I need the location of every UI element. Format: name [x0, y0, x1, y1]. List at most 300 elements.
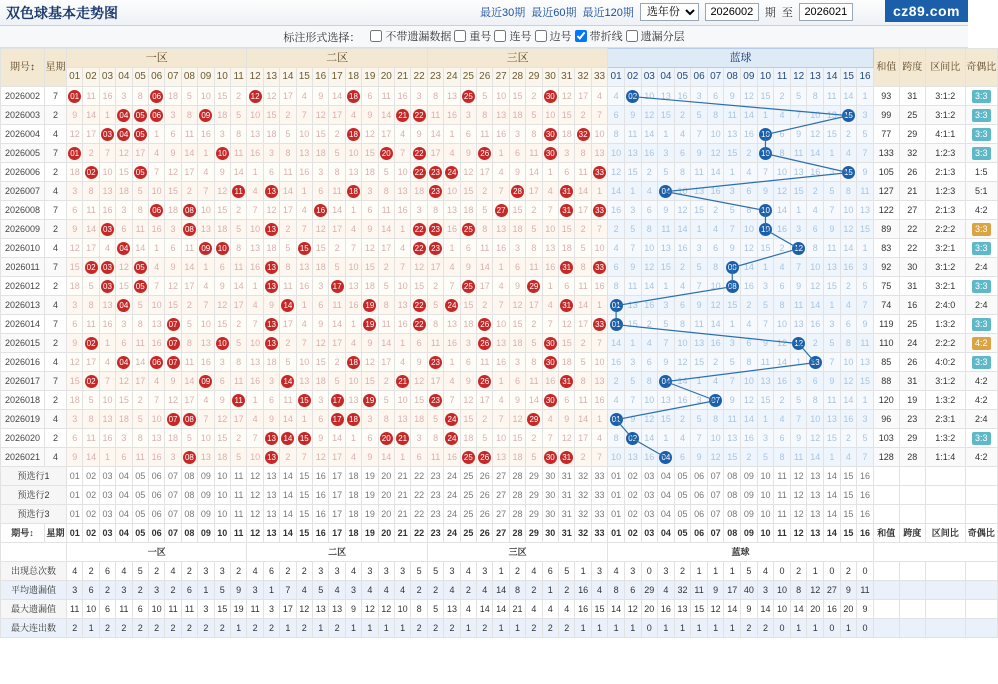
- preselect-blue-06[interactable]: 06: [691, 505, 708, 524]
- red-cell-28: [509, 182, 525, 201]
- header-red-21: 21: [394, 68, 410, 87]
- preselect-blue-01[interactable]: 01: [608, 486, 625, 505]
- preselect-red-09[interactable]: 09: [198, 486, 214, 505]
- red-ball-10: 10: [216, 242, 229, 255]
- blue-cell-16: 9: [857, 315, 874, 334]
- blue-cell-5: 2: [674, 106, 691, 125]
- preselect-blue-08[interactable]: 08: [724, 467, 741, 486]
- preselect-blue-02[interactable]: 02: [624, 467, 641, 486]
- preselect-blue-04[interactable]: 04: [658, 505, 675, 524]
- footer-stat-blue-15: 9: [840, 581, 857, 600]
- footer-stat-red-19: 4: [362, 581, 378, 600]
- preselect-red-33[interactable]: 33: [591, 486, 608, 505]
- preselect-blue-15[interactable]: 15: [840, 505, 857, 524]
- preselect-red-01[interactable]: 01: [67, 505, 83, 524]
- blue-cell-12: [790, 239, 807, 258]
- preselect-red-27[interactable]: 27: [493, 467, 509, 486]
- preselect-blue-15[interactable]: 15: [840, 467, 857, 486]
- preselect-blue-03[interactable]: 03: [641, 486, 658, 505]
- footer-stat-pad: [925, 619, 965, 638]
- preselect-red-14[interactable]: 14: [280, 467, 296, 486]
- preselect-red-06[interactable]: 06: [148, 486, 164, 505]
- preselect-blue-04[interactable]: 04: [658, 486, 675, 505]
- footer-stat-red-20: 12: [378, 600, 394, 619]
- year-select[interactable]: [640, 3, 699, 21]
- preselect-red-29[interactable]: 29: [526, 486, 542, 505]
- red-cell-5: 5: [132, 410, 148, 429]
- footer-stat-red-33: 15: [591, 600, 608, 619]
- preselect-red-11[interactable]: 11: [230, 486, 247, 505]
- preselect-red-01[interactable]: 01: [67, 467, 83, 486]
- preselect-red-03[interactable]: 03: [99, 486, 115, 505]
- row-issue[interactable]: 2026013: [1, 296, 45, 315]
- link-last-120[interactable]: 最近120期: [582, 7, 634, 19]
- row-issue[interactable]: 2026020: [1, 429, 45, 448]
- preselect-row[interactable]: [1, 486, 998, 505]
- preselect-red-04[interactable]: 04: [116, 486, 132, 505]
- row-issue[interactable]: 2026004: [1, 125, 45, 144]
- preselect-blue-03[interactable]: 03: [641, 467, 658, 486]
- red-ball-16: 16: [314, 204, 327, 217]
- preselect-row[interactable]: [1, 505, 998, 524]
- annotation-option-checkbox-0[interactable]: [370, 30, 382, 42]
- preselect-red-25[interactable]: 25: [460, 505, 476, 524]
- preselect-red-30[interactable]: 30: [542, 505, 558, 524]
- preselect-red-25[interactable]: 25: [460, 467, 476, 486]
- annotation-option-4[interactable]: [575, 28, 623, 44]
- red-cell-1: 3: [67, 182, 83, 201]
- preselect-red-04[interactable]: 04: [116, 505, 132, 524]
- preselect-blue-12[interactable]: 12: [790, 486, 807, 505]
- preselect-red-13[interactable]: 13: [263, 505, 279, 524]
- preselect-blue-06[interactable]: 06: [691, 467, 708, 486]
- red-cell-18: 13: [345, 391, 361, 410]
- red-cell-27: 4: [493, 391, 509, 410]
- preselect-blue-10[interactable]: 10: [757, 505, 774, 524]
- preselect-blue-09[interactable]: 09: [741, 505, 758, 524]
- row-issue[interactable]: 2026011: [1, 258, 45, 277]
- red-cell-22: 18: [411, 182, 428, 201]
- preselect-blue-01[interactable]: 01: [608, 467, 625, 486]
- row-span: 25: [899, 106, 925, 125]
- preselect-red-33[interactable]: 33: [591, 467, 608, 486]
- red-cell-16: 9: [313, 429, 329, 448]
- preselect-blue-15[interactable]: 15: [840, 486, 857, 505]
- preselect-red-28[interactable]: 28: [509, 486, 525, 505]
- row-sum: 85: [873, 353, 899, 372]
- red-cell-11: 2: [230, 201, 247, 220]
- preselect-red-12[interactable]: 12: [247, 467, 263, 486]
- preselect-blue-05[interactable]: 05: [674, 467, 691, 486]
- row-odd-even: 4:2: [965, 391, 997, 410]
- blue-cell-15: [840, 106, 857, 125]
- preselect-red-06[interactable]: 06: [148, 505, 164, 524]
- preselect-red-23[interactable]: 23: [427, 486, 443, 505]
- preselect-red-11[interactable]: 11: [230, 467, 247, 486]
- preselect-red-15[interactable]: 15: [296, 505, 312, 524]
- preselect-red-13[interactable]: 13: [263, 467, 279, 486]
- preselect-red-32[interactable]: 32: [575, 467, 591, 486]
- preselect-red-02[interactable]: 02: [83, 505, 99, 524]
- red-cell-17: 2: [329, 353, 345, 372]
- footer-stat-red-8: 6: [181, 581, 197, 600]
- annotation-option-3[interactable]: [535, 28, 572, 44]
- red-cell-18: [345, 182, 361, 201]
- annotation-option-checkbox-2[interactable]: [494, 30, 506, 42]
- preselect-red-18[interactable]: 18: [345, 467, 361, 486]
- preselect-blue-11[interactable]: 11: [774, 505, 791, 524]
- red-cell-29: 5: [526, 106, 542, 125]
- preselect-red-32[interactable]: 32: [575, 505, 591, 524]
- preselect-red-01[interactable]: 01: [67, 486, 83, 505]
- footer-stat-red-3: 6: [99, 600, 115, 619]
- preselect-blue-08[interactable]: 08: [724, 505, 741, 524]
- preselect-blue-11[interactable]: 11: [774, 486, 791, 505]
- header-red-15: 15: [296, 68, 312, 87]
- preselect-red-21[interactable]: 21: [394, 505, 410, 524]
- preselect-blue-12[interactable]: 12: [790, 467, 807, 486]
- row-issue[interactable]: 2026003: [1, 106, 45, 125]
- red-cell-19: [362, 391, 378, 410]
- red-cell-26: 14: [477, 258, 493, 277]
- blue-cell-6: 9: [691, 448, 708, 467]
- footer-stat-red-10: 15: [214, 600, 230, 619]
- row-issue[interactable]: 2026018: [1, 391, 45, 410]
- annotation-option-2[interactable]: [494, 28, 531, 44]
- preselect-row[interactable]: [1, 467, 998, 486]
- red-cell-4: [116, 125, 132, 144]
- preselect-blue-08[interactable]: 08: [724, 486, 741, 505]
- preselect-red-31[interactable]: 31: [559, 486, 575, 505]
- preselect-red-08[interactable]: 08: [181, 505, 197, 524]
- footer-stat-red-30: 6: [542, 562, 558, 581]
- red-ball-20: 20: [380, 147, 393, 160]
- table-row: [1, 125, 998, 144]
- row-issue[interactable]: 2026019: [1, 410, 45, 429]
- preselect-red-19[interactable]: 19: [362, 467, 378, 486]
- preselect-red-08[interactable]: 08: [181, 486, 197, 505]
- preselect-blue-11[interactable]: 11: [774, 467, 791, 486]
- preselect-red-22[interactable]: 22: [411, 467, 428, 486]
- blue-cell-12: 9: [790, 125, 807, 144]
- preselect-blue-01[interactable]: 01: [608, 505, 625, 524]
- header-zone-3: 三区: [427, 49, 607, 68]
- issue-from-input[interactable]: [705, 3, 759, 21]
- preselect-red-11[interactable]: 11: [230, 505, 247, 524]
- red-cell-11: 2: [230, 429, 247, 448]
- row-issue[interactable]: 2026008: [1, 201, 45, 220]
- preselect-blue-03[interactable]: 03: [641, 505, 658, 524]
- preselect-blue-14[interactable]: 14: [824, 467, 841, 486]
- blue-cell-11: 2: [774, 239, 791, 258]
- preselect-red-02[interactable]: 02: [83, 467, 99, 486]
- blue-cell-5: 12: [674, 353, 691, 372]
- preselect-blue-02[interactable]: 02: [624, 505, 641, 524]
- preselect-red-24[interactable]: 24: [444, 467, 460, 486]
- preselect-blue-05[interactable]: 05: [674, 486, 691, 505]
- preselect-red-16[interactable]: 16: [313, 486, 329, 505]
- preselect-blue-14[interactable]: 14: [824, 505, 841, 524]
- red-cell-1: 9: [67, 220, 83, 239]
- preselect-red-05[interactable]: 05: [132, 486, 148, 505]
- blue-cell-9: 16: [741, 125, 758, 144]
- row-issue[interactable]: 2026016: [1, 353, 45, 372]
- preselect-red-33[interactable]: 33: [591, 505, 608, 524]
- preselect-blue-13[interactable]: 13: [807, 486, 824, 505]
- red-cell-20: 14: [378, 334, 394, 353]
- preselect-blue-07[interactable]: 07: [707, 486, 724, 505]
- preselect-red-27[interactable]: 27: [493, 486, 509, 505]
- annotation-option-0[interactable]: [370, 28, 451, 44]
- preselect-red-10[interactable]: 10: [214, 505, 230, 524]
- red-ball-31: 31: [560, 204, 573, 217]
- preselect-red-09[interactable]: 09: [198, 467, 214, 486]
- preselect-red-28[interactable]: 28: [509, 467, 525, 486]
- preselect-red-18[interactable]: 18: [345, 486, 361, 505]
- preselect-red-16[interactable]: 16: [313, 505, 329, 524]
- footer-stat-blue-10: 2: [757, 619, 774, 638]
- red-cell-10: 15: [214, 87, 230, 106]
- red-cell-5: [132, 163, 148, 182]
- preselect-blue-09[interactable]: 09: [741, 467, 758, 486]
- preselect-blue-13[interactable]: 13: [807, 505, 824, 524]
- preselect-red-09[interactable]: 09: [198, 505, 214, 524]
- preselect-red-05[interactable]: 05: [132, 467, 148, 486]
- preselect-red-15[interactable]: 15: [296, 467, 312, 486]
- row-issue[interactable]: 2026007: [1, 182, 45, 201]
- preselect-red-29[interactable]: 29: [526, 467, 542, 486]
- preselect-red-03[interactable]: 03: [99, 505, 115, 524]
- footer-header-zone-3: 三区: [427, 543, 607, 562]
- red-ball-24: 24: [445, 299, 458, 312]
- row-sum: 92: [873, 258, 899, 277]
- red-cell-29: 14: [526, 391, 542, 410]
- preselect-blue-02[interactable]: 02: [624, 486, 641, 505]
- preselect-red-21[interactable]: 21: [394, 486, 410, 505]
- preselect-red-31[interactable]: 31: [559, 467, 575, 486]
- footer-stat-label: 出现总次数: [1, 562, 67, 581]
- blue-cell-11: 16: [774, 372, 791, 391]
- preselect-red-21[interactable]: 21: [394, 467, 410, 486]
- preselect-red-29[interactable]: 29: [526, 505, 542, 524]
- preselect-red-17[interactable]: 17: [329, 505, 345, 524]
- preselect-red-07[interactable]: 07: [165, 486, 181, 505]
- red-cell-32: 8: [575, 144, 591, 163]
- blue-cell-5: 8: [674, 163, 691, 182]
- blue-cell-6: 9: [691, 296, 708, 315]
- issue-to-input[interactable]: [799, 3, 853, 21]
- preselect-red-05[interactable]: 05: [132, 505, 148, 524]
- preselect-red-19[interactable]: 19: [362, 486, 378, 505]
- row-issue[interactable]: 2026021: [1, 448, 45, 467]
- red-cell-1: 3: [67, 296, 83, 315]
- preselect-red-32[interactable]: 32: [575, 486, 591, 505]
- footer-stat-blue-11: 10: [774, 600, 791, 619]
- preselect-red-07[interactable]: 07: [165, 505, 181, 524]
- red-cell-12: 13: [247, 353, 263, 372]
- row-issue[interactable]: 2026002: [1, 87, 45, 106]
- preselect-red-12[interactable]: 12: [247, 486, 263, 505]
- red-ball-3: 03: [101, 261, 114, 274]
- blue-cell-4: 9: [658, 353, 675, 372]
- preselect-red-12[interactable]: 12: [247, 505, 263, 524]
- footer-stat-pad: [965, 600, 997, 619]
- row-issue[interactable]: 2026012: [1, 277, 45, 296]
- row-issue[interactable]: 2026010: [1, 239, 45, 258]
- preselect-red-02[interactable]: 02: [83, 486, 99, 505]
- preselect-red-04[interactable]: 04: [116, 467, 132, 486]
- preselect-red-20[interactable]: 20: [378, 467, 394, 486]
- preselect-blue-04[interactable]: 04: [658, 467, 675, 486]
- red-cell-30: [542, 448, 558, 467]
- row-zone-ratio: 1:3:2: [925, 429, 965, 448]
- red-cell-32: 2: [575, 448, 591, 467]
- red-ball-10: 10: [216, 147, 229, 160]
- row-issue[interactable]: 2026015: [1, 334, 45, 353]
- blue-cell-13: 8: [807, 239, 824, 258]
- red-ball-6: 06: [150, 204, 163, 217]
- red-ball-3: 03: [101, 280, 114, 293]
- preselect-blue-12[interactable]: 12: [790, 505, 807, 524]
- preselect-red-23[interactable]: 23: [427, 467, 443, 486]
- red-cell-17: 14: [329, 87, 345, 106]
- preselect-blue-06[interactable]: 06: [691, 486, 708, 505]
- footer-header-stat-1: 跨度: [899, 524, 925, 543]
- row-issue[interactable]: 2026017: [1, 372, 45, 391]
- preselect-red-16[interactable]: 16: [313, 467, 329, 486]
- preselect-red-07[interactable]: 07: [165, 467, 181, 486]
- blue-cell-1: [608, 296, 625, 315]
- red-cell-9: 4: [198, 277, 214, 296]
- red-cell-31: 6: [559, 391, 575, 410]
- preselect-blue-07[interactable]: 07: [707, 467, 724, 486]
- preselect-red-25[interactable]: 25: [460, 486, 476, 505]
- preselect-red-26[interactable]: 26: [477, 467, 493, 486]
- preselect-red-30[interactable]: 30: [542, 486, 558, 505]
- red-cell-10: 18: [214, 448, 230, 467]
- preselect-red-30[interactable]: 30: [542, 467, 558, 486]
- row-issue[interactable]: 2026009: [1, 220, 45, 239]
- red-cell-2: 17: [83, 353, 99, 372]
- red-cell-5: 17: [132, 372, 148, 391]
- row-zone-ratio: 1:3:2: [925, 391, 965, 410]
- row-issue[interactable]: 2026005: [1, 144, 45, 163]
- annotation-option-checkbox-3[interactable]: [535, 30, 547, 42]
- preselect-red-23[interactable]: 23: [427, 505, 443, 524]
- blue-ball-1: 01: [610, 299, 623, 312]
- annotation-option-checkbox-1[interactable]: [454, 30, 466, 42]
- red-cell-31: 6: [559, 277, 575, 296]
- annotation-option-1[interactable]: [454, 28, 491, 44]
- preselect-blue-16[interactable]: 16: [857, 505, 874, 524]
- row-span: 31: [899, 87, 925, 106]
- blue-ball-15: 15: [842, 166, 855, 179]
- red-cell-25: 15: [460, 182, 476, 201]
- blue-cell-10: 7: [757, 315, 774, 334]
- row-issue[interactable]: 2026014: [1, 315, 45, 334]
- preselect-red-22[interactable]: 22: [411, 505, 428, 524]
- red-cell-12: 16: [247, 144, 263, 163]
- preselect-blue-16[interactable]: 16: [857, 486, 874, 505]
- preselect-blue-10[interactable]: 10: [757, 486, 774, 505]
- preselect-red-14[interactable]: 14: [280, 486, 296, 505]
- preselect-red-24[interactable]: 24: [444, 486, 460, 505]
- preselect-red-03[interactable]: 03: [99, 467, 115, 486]
- blue-cell-14: 15: [824, 429, 841, 448]
- preselect-red-17[interactable]: 17: [329, 486, 345, 505]
- preselect-red-06[interactable]: 06: [148, 467, 164, 486]
- blue-cell-11: 6: [774, 429, 791, 448]
- preselect-blue-09[interactable]: 09: [741, 486, 758, 505]
- annotation-option-checkbox-4[interactable]: [575, 30, 587, 42]
- link-last-30[interactable]: 最近30期: [480, 7, 526, 19]
- header-week: 星期: [45, 49, 67, 87]
- preselect-blue-05[interactable]: 05: [674, 505, 691, 524]
- preselect-red-08[interactable]: 08: [181, 467, 197, 486]
- preselect-red-20[interactable]: 20: [378, 505, 394, 524]
- preselect-blue-13[interactable]: 13: [807, 467, 824, 486]
- preselect-blue-14[interactable]: 14: [824, 486, 841, 505]
- red-cell-22: 12: [411, 372, 428, 391]
- preselect-red-10[interactable]: 10: [214, 486, 230, 505]
- preselect-blue-10[interactable]: 10: [757, 467, 774, 486]
- preselect-blue-07[interactable]: 07: [707, 505, 724, 524]
- preselect-red-27[interactable]: 27: [493, 505, 509, 524]
- preselect-red-10[interactable]: 10: [214, 467, 230, 486]
- red-cell-12: 16: [247, 372, 263, 391]
- preselect-red-13[interactable]: 13: [263, 486, 279, 505]
- preselect-red-26[interactable]: 26: [477, 505, 493, 524]
- link-last-60[interactable]: 最近60期: [531, 7, 577, 19]
- footer-stat-red-32: 16: [575, 600, 591, 619]
- blue-cell-2: 7: [624, 391, 641, 410]
- preselect-red-28[interactable]: 28: [509, 505, 525, 524]
- footer-stat-label: 平均遗漏值: [1, 581, 67, 600]
- preselect-red-17[interactable]: 17: [329, 467, 345, 486]
- red-cell-27: 16: [493, 353, 509, 372]
- red-cell-21: 1: [394, 334, 410, 353]
- blue-cell-3: 14: [641, 277, 658, 296]
- preselect-blue-16[interactable]: 16: [857, 467, 874, 486]
- blue-cell-10: 9: [757, 334, 774, 353]
- preselect-red-24[interactable]: 24: [444, 505, 460, 524]
- blue-cell-13: 16: [807, 163, 824, 182]
- preselect-red-20[interactable]: 20: [378, 486, 394, 505]
- footer-stat-red-10: 3: [214, 562, 230, 581]
- row-issue[interactable]: 2026006: [1, 163, 45, 182]
- footer-stat-red-27: 14: [493, 600, 509, 619]
- red-cell-4: [116, 239, 132, 258]
- red-cell-4: 3: [116, 87, 132, 106]
- red-cell-1: 15: [67, 258, 83, 277]
- preselect-red-19[interactable]: 19: [362, 505, 378, 524]
- preselect-red-14[interactable]: 14: [280, 505, 296, 524]
- preselect-red-26[interactable]: 26: [477, 486, 493, 505]
- red-cell-1: 6: [67, 429, 83, 448]
- red-cell-31: 6: [559, 163, 575, 182]
- preselect-red-15[interactable]: 15: [296, 486, 312, 505]
- row-odd-even: [965, 334, 997, 353]
- preselect-red-31[interactable]: 31: [559, 505, 575, 524]
- preselect-red-18[interactable]: 18: [345, 505, 361, 524]
- red-cell-20: 17: [378, 239, 394, 258]
- header-blue-15: 15: [840, 68, 857, 87]
- preselect-red-22[interactable]: 22: [411, 486, 428, 505]
- annotation-option-checkbox-5[interactable]: [626, 30, 638, 42]
- annotation-option-5[interactable]: [626, 28, 685, 44]
- red-cell-9: 10: [198, 87, 214, 106]
- blue-cell-16: 3: [857, 410, 874, 429]
